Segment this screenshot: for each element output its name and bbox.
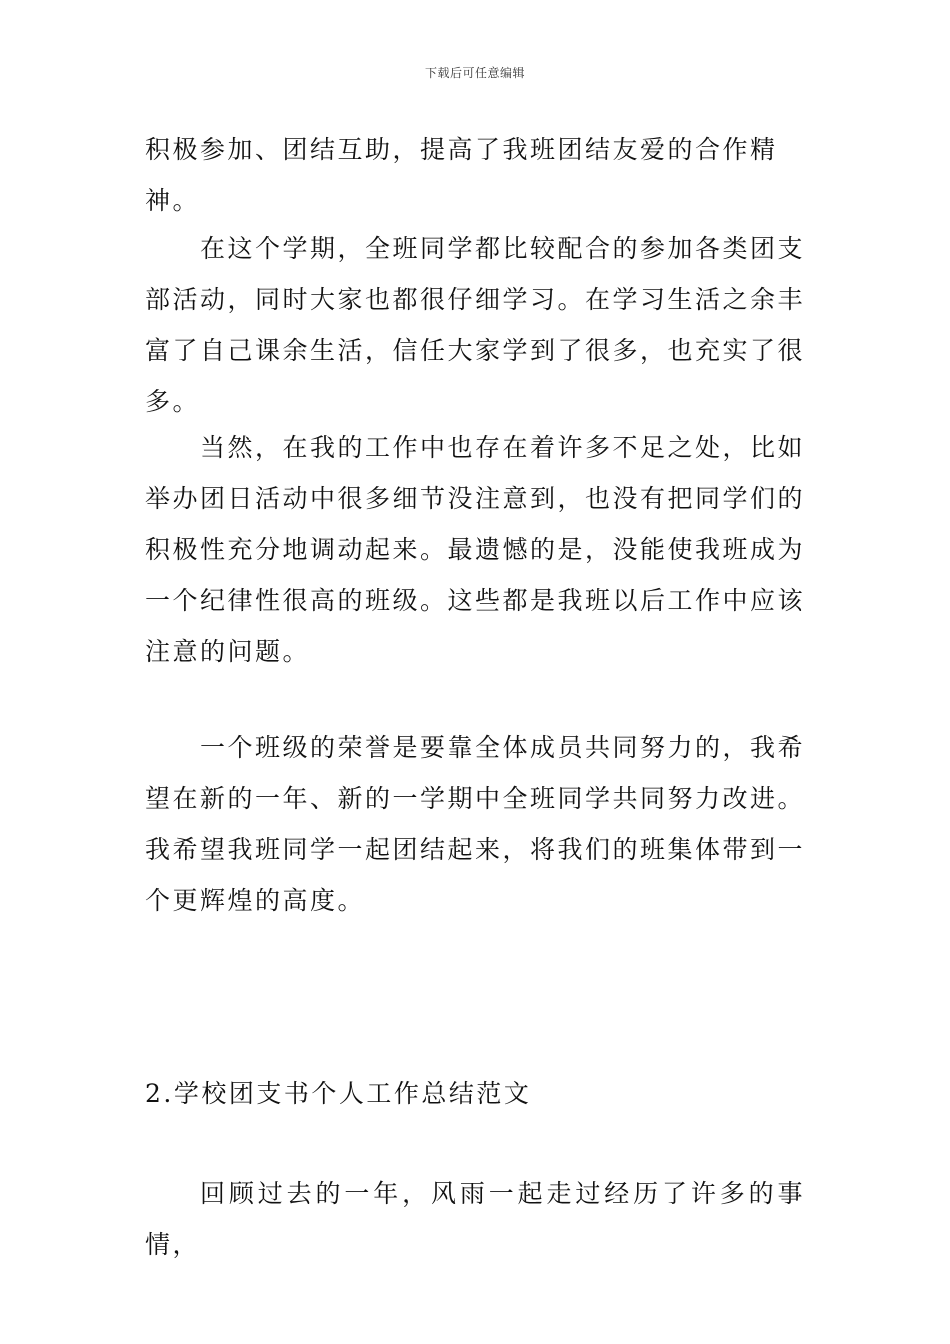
paragraph-text: 回顾过去的一年，风雨一起走过经历了许多的事情， <box>145 1179 805 1259</box>
paragraph-text: 积极参加、团结互助，提高了我班团结友爱的合作精神。 <box>145 135 778 215</box>
section-heading-text: 2.学校团支书个人工作总结范文 <box>145 1079 532 1108</box>
page-header-note: 下载后可任意编辑 <box>424 66 525 80</box>
paragraph-hopes <box>145 722 805 926</box>
paragraph-shortcomings <box>145 422 805 677</box>
section-heading <box>145 1068 805 1119</box>
paragraph-section-intro <box>145 1168 805 1270</box>
paragraph-text: 在这个学期，全班同学都比较配合的参加各类团支部活动，同时大家也都很仔细学习。在学习生活之余丰富了自己课余生活，信任大家学到了很多，也充实了很多。 <box>145 234 806 416</box>
paragraph-text: 一个班级的荣誉是要靠全体成员共同努力的，我希望在新的一年、新的一学期中全班同学共同努力改进。我希望我班同学一起团结起来，将我们的班集体带到一个更辉煌的高度。 <box>145 733 806 915</box>
paragraph-continuation <box>145 124 805 226</box>
paragraph-text: 当然，在我的工作中也存在着许多不足之处，比如举办团日活动中很多细节没注意到，也没有把同学们的积极性充分地调动起来。最遗憾的是，没能使我班成为一个纪律性很高的班级。这些都是我班以后工作中应该注意的问题。 <box>145 433 806 666</box>
paragraph-activities <box>145 223 805 427</box>
